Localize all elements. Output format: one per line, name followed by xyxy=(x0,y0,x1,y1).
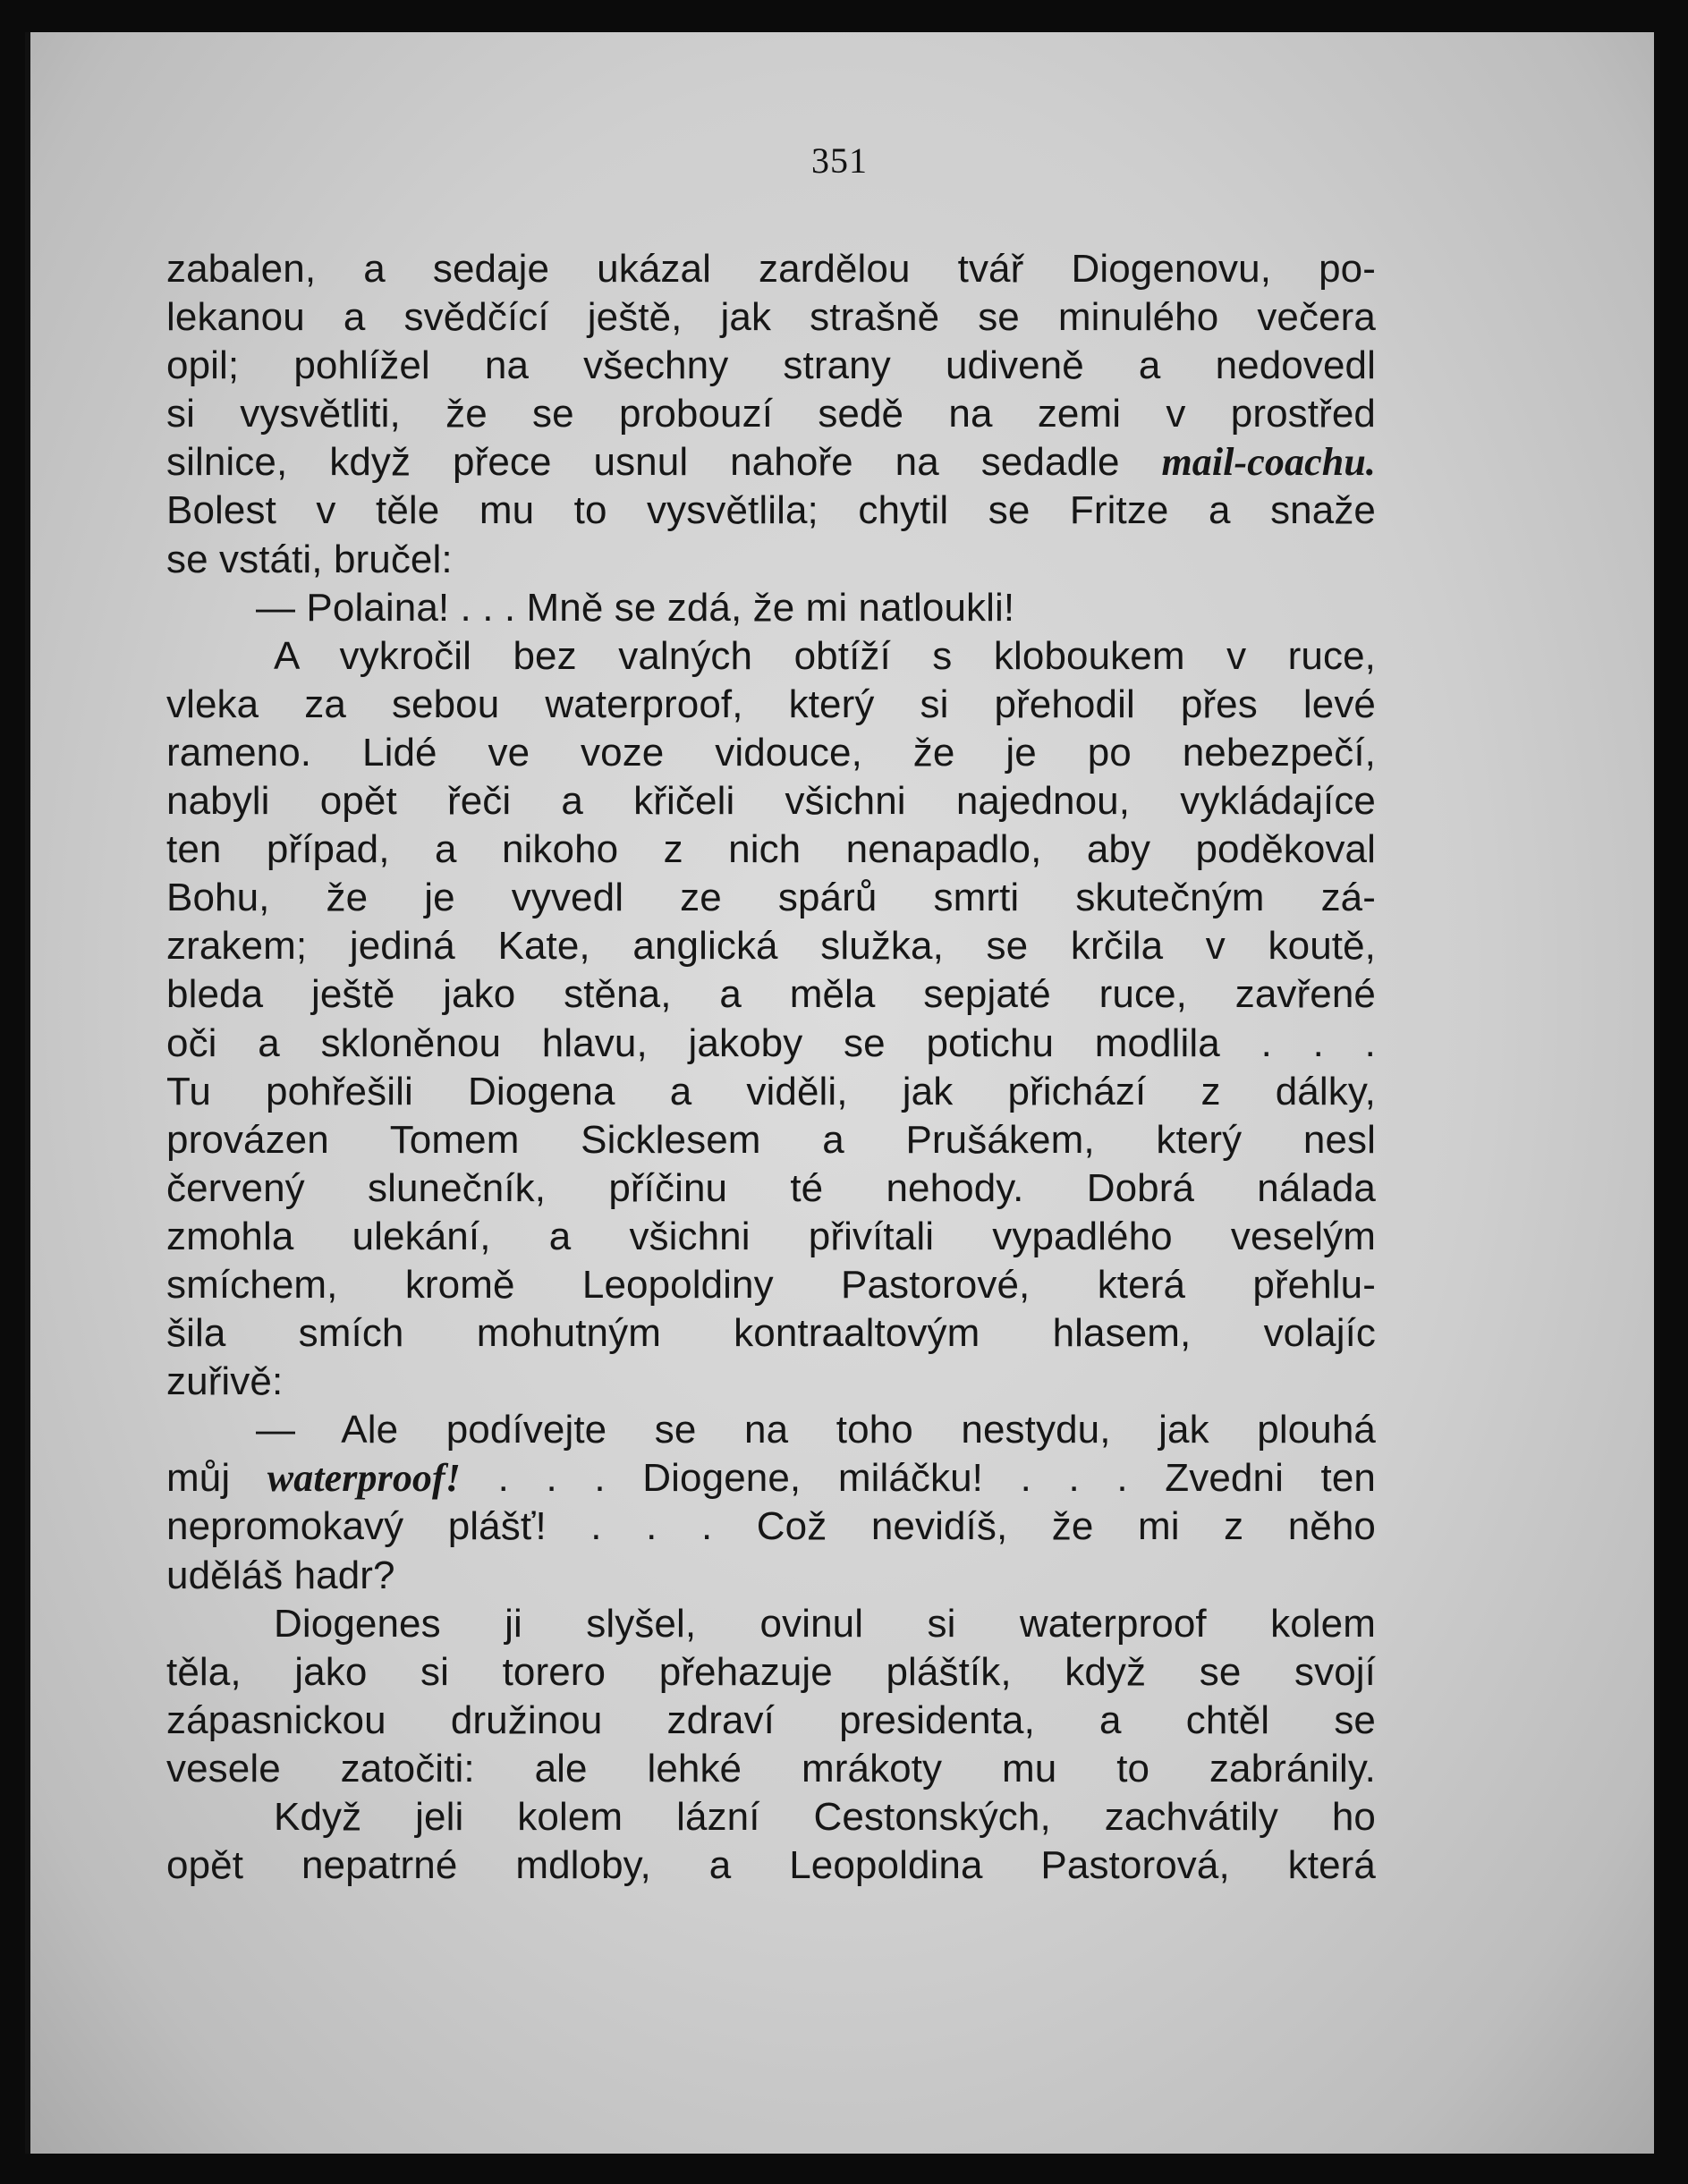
text-line: A vykročil bez valných obtíží s kloboukem v ruce, xyxy=(274,633,1376,678)
text-line: šila smích mohutným kontraaltovým hlasem, volajíc xyxy=(166,1311,1376,1356)
text-line: smíchem, kromě Leopoldiny Pastorové, která přehlu- xyxy=(166,1262,1376,1307)
text-line: zápasnickou družinou zdraví presidenta, a chtěl se xyxy=(166,1697,1376,1742)
text-line: rameno. Lidé ve voze vidouce, že je po nebezpečí, xyxy=(166,730,1376,775)
text-line: silnice, když přece usnul nahoře na sedadle mail-coachu. xyxy=(166,440,1376,485)
text-line: opil; pohlížel na všechny strany udiveně a nedovedl xyxy=(166,343,1376,388)
text-line: Tu pohřešili Diogena a viděli, jak přichází z dálky, xyxy=(166,1069,1376,1113)
italic-term: mail-coachu. xyxy=(1161,440,1376,485)
text-line: Bohu, že je vyvedl ze spárů smrti skutečným zá- xyxy=(166,876,1376,920)
text-line: Když jeli kolem lázní Cestonských, zachvátily ho xyxy=(274,1795,1376,1839)
italic-term: waterproof! xyxy=(267,1456,462,1501)
text-line: zabalen, a sedaje ukázal zardělou tvář Diogenovu, po- xyxy=(166,247,1376,291)
body-text xyxy=(166,245,1376,1890)
text-line: červený slunečník, příčinu té nehody. Dobrá nálada xyxy=(166,1165,1376,1210)
text-line: zuřivě: xyxy=(166,1359,284,1404)
text-line: zrakem; jediná Kate, anglická služka, se krčila v koutě, xyxy=(166,924,1376,969)
text-line: bleda ještě jako stěna, a měla sepjaté ruce, zavřené xyxy=(166,972,1376,1017)
text-line: si vysvětliti, že se probouzí sedě na zemi v prostřed xyxy=(166,392,1376,436)
text-line: vesele zatočiti: ale lehké mrákoty mu to zabránily. xyxy=(166,1746,1376,1790)
text-line: Diogenes ji slyšel, ovinul si waterproof kolem xyxy=(274,1601,1376,1646)
text-line: Bolest v těle mu to vysvětlila; chytil se Fritze a snaže xyxy=(166,488,1376,533)
text-line: můj waterproof! . . . Diogene, miláčku! . . . Zvedni ten xyxy=(166,1456,1376,1501)
text-line: lekanou a svědčící ještě, jak strašně se minulého večera xyxy=(166,295,1376,340)
text-line: vleka za sebou waterproof, který si přehodil přes levé xyxy=(166,681,1376,726)
text-line: ten případ, a nikoho z nich nenapadlo, aby poděkoval xyxy=(166,827,1376,872)
text-line: — Ale podívejte se na toho nestydu, jak plouhá xyxy=(256,1408,1376,1452)
text-line: nabyli opět řeči a křičeli všichni najednou, vykládajíce xyxy=(166,779,1376,824)
text-line: provázen Tomem Sicklesem a Prušákem, který nesl xyxy=(166,1117,1376,1162)
text-line: zmohla ulekání, a všichni přivítali vypadlého veselým xyxy=(166,1214,1376,1258)
book-page xyxy=(25,32,1654,2154)
text-line: uděláš hadr? xyxy=(166,1553,395,1597)
text-line: oči a skloněnou hlavu, jakoby se potichu modlila . . . xyxy=(166,1020,1376,1065)
text-line: se vstáti, bručel: xyxy=(166,537,453,581)
text-line: těla, jako si torero přehazuje pláštík, když se svojí xyxy=(166,1649,1376,1694)
page-number: 351 xyxy=(811,140,868,181)
text-line: nepromokavý plášť! . . . Což nevidíš, že mi z něho xyxy=(166,1504,1376,1549)
text-line: opět nepatrné mdloby, a Leopoldina Pastorová, která xyxy=(166,1843,1376,1888)
text-line: — Polaina! . . . Mně se zdá, že mi natloukli! xyxy=(256,585,1015,630)
